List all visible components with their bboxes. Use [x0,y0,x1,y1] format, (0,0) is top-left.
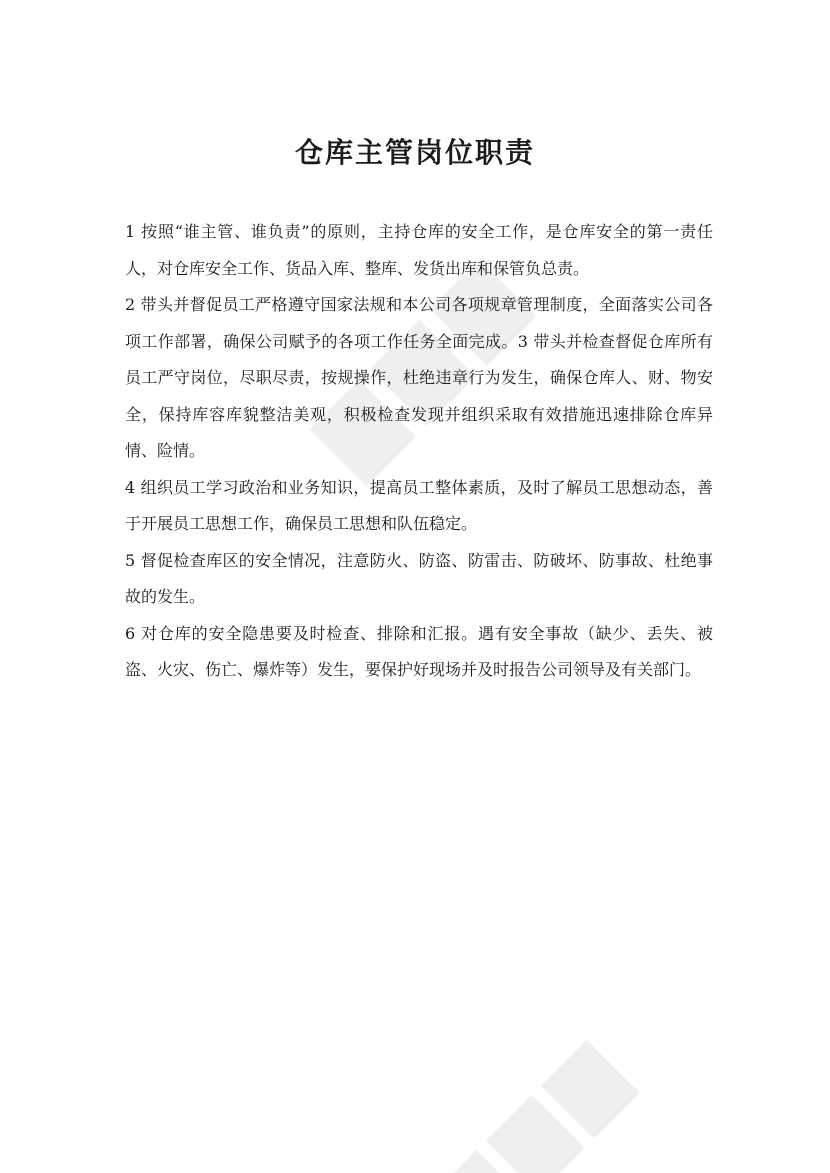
duty-paragraph-6: 6 对仓库的安全隐患要及时检查、排除和汇报。遇有安全事故（缺少、丢失、被盗、火灾、伤亡、爆炸等）发生，要保护好现场并及时报告公司领导及有关部门。 [125,623,713,679]
duty-paragraph-1: 1 按照“谁主管、谁负责”的原则，主持仓库的安全工作，是仓库安全的第一责任人，对仓库安全工作、货品入库、整库、发货出库和保管负总责。 [125,222,713,278]
duty-paragraph-5: 5 督促检查库区的安全情况，注意防火、防盗、防雷击、防破坏、防事故、杜绝事故的发生。 [125,550,713,606]
watermark-graphic-bottom [406,1016,675,1173]
document-title: 仓库主管岗位职责 [294,135,535,169]
duty-paragraph-4: 4 组织员工学习政治和业务知识，提高员工整体素质，及时了解员工思想动态，善于开展员工思想工作，确保员工思想和队伍稳定。 [125,477,713,533]
document-body [125,214,713,689]
duty-paragraph-2-3: 2 带头并督促员工严格遵守国家法规和本公司各项规章管理制度，全面落实公司各项工作部署，确保公司赋予的各项工作任务全面完成。3 带头并检查督促仓库所有员工严守岗位，尽职尽责，按规操作，杜绝违章行为发生，确保仓库人、财、物安全，保持库容库貌整洁美观，积极检查发现并组织采取有效措施迅速排除仓库异情、险情。 [125,295,713,460]
